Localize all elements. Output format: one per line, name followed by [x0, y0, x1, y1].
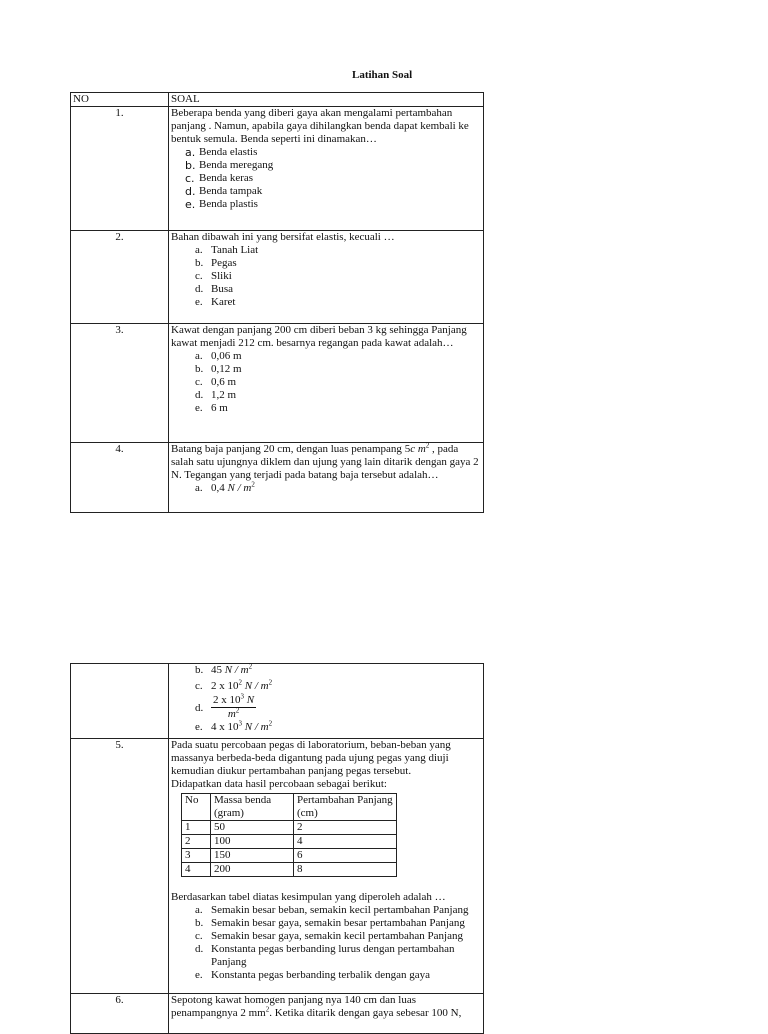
- option-item: e. Benda plastis: [185, 198, 258, 211]
- data-table: [181, 793, 397, 877]
- option-item: b. 45 N / $m^2$: [195, 662, 253, 676]
- option-item: b. Benda meregang: [185, 159, 274, 172]
- option-item: a. 0,4 N / $m^2$: [195, 480, 255, 494]
- question-number: 1.: [71, 107, 169, 231]
- questions-table: [70, 92, 484, 513]
- table-row: 4 200 8: [182, 863, 397, 877]
- options-list: [171, 146, 481, 211]
- question-row-1: [71, 107, 484, 231]
- question-number: 2.: [71, 231, 169, 324]
- options-list: [171, 904, 481, 982]
- question-row-2: [71, 231, 484, 324]
- fraction: $\frac{2 x 10^3 N}{m^2}$: [213, 692, 255, 720]
- option-item: c. Sliki: [195, 270, 232, 282]
- question-text: Batang baja panjang 20 cm, dengan luas penampang 5c $m^2$ , pada salah satu ujungnya diklem dan ujung yang lain ditarik dengan gaya 2 N. Tegangan yang terjadi pada batang baja tersebut adalah…: [171, 441, 479, 481]
- options-list: [171, 482, 481, 495]
- option-item: a. Semakin besar beban, semakin kecil pertambahan Panjang: [195, 904, 469, 916]
- option-item: e. 4 x $10^3$ N / $m^2$: [195, 719, 273, 733]
- question-number: 3.: [71, 324, 169, 443]
- option-item: d. 1,2 m: [195, 389, 237, 401]
- option-item: d. Benda tampak: [185, 185, 263, 198]
- option-item: e. Karet: [195, 296, 236, 308]
- table-row: 2 100 4: [182, 835, 397, 849]
- option-item: d. $\frac{2 x 10^3 N}{m^2}$: [195, 692, 255, 720]
- option-item: a. Benda elastis: [185, 146, 258, 159]
- option-item: c. 2 x $10^2$ N / $m^2$: [195, 678, 273, 692]
- option-item: b. Semakin besar gaya, semakin besar pertambahan Panjang: [195, 917, 465, 929]
- question-prompt: Berdasarkan tabel diatas kesimpulan yang diperoleh adalah …: [171, 891, 446, 903]
- option-item: c. Benda keras: [185, 172, 254, 185]
- option-item: d. Konstanta pegas berbanding lurus dengan pertambahan Panjang: [195, 943, 455, 968]
- questions-table-continued: [70, 663, 484, 1034]
- question-text: Bahan dibawah ini yang bersifat elastis, kecuali …: [171, 231, 395, 243]
- options-list: [171, 244, 481, 309]
- table-row: 1 50 2: [182, 821, 397, 835]
- options-list: [171, 664, 481, 734]
- question-text: Pada suatu percobaan pegas di laboratorium, beban-beban yang massanya berbeda-beda digantung pada ujung pegas yang diuji kemudian diukur pertambahan panjang pegas tersebut.: [171, 739, 451, 777]
- column-header: Massa benda (gram): [211, 794, 294, 821]
- column-header: Pertambahan Panjang (cm): [294, 794, 397, 821]
- question-row-4: [71, 443, 484, 513]
- question-number: 4.: [71, 443, 169, 513]
- page-title: Latihan Soal: [352, 69, 413, 81]
- option-item: e. 6 m: [195, 402, 228, 414]
- question-row-3: [71, 324, 484, 443]
- question-row-6: [71, 994, 484, 1034]
- question-text-2: Didapatkan data hasil percobaan sebagai berikut:: [171, 778, 387, 790]
- question-text: Beberapa benda yang diberi gaya akan mengalami pertambahan panjang . Namun, apabila gaya dihilangkan benda dapat kembali ke bentuk semula. Benda seperti ini dinamakan…: [171, 107, 469, 145]
- column-header: No: [182, 794, 211, 821]
- header-soal: SOAL: [169, 93, 484, 107]
- option-item: a. 0,06 m: [195, 350, 242, 362]
- options-list: [171, 350, 481, 415]
- option-item: a. Tanah Liat: [195, 244, 259, 256]
- option-item: e. Konstanta pegas berbanding terbalik dengan gaya: [195, 969, 431, 981]
- option-item: b. Pegas: [195, 257, 237, 269]
- header-no: NO: [71, 93, 169, 107]
- option-item: c. 0,6 m: [195, 376, 237, 388]
- question-text: Kawat dengan panjang 200 cm diberi beban 3 kg sehingga Panjang kawat menjadi 212 cm. besarnya regangan pada kawat adalah…: [171, 324, 467, 349]
- question-row-4-continued: [71, 664, 484, 739]
- option-item: c. Semakin besar gaya, semakin kecil pertambahan Panjang: [195, 930, 463, 942]
- data-table-header: [182, 794, 397, 821]
- question-row-5: [71, 739, 484, 994]
- option-item: d. Busa: [195, 283, 233, 295]
- option-item: b. 0,12 m: [195, 363, 242, 375]
- question-text: Sepotong kawat homogen panjang nya 140 cm dan luas penampangnya 2 $mm^2$. Ketika ditarik dengan gaya sebesar 100 N,: [171, 994, 462, 1019]
- question-number: 5.: [71, 739, 169, 994]
- table-row: 3 150 6: [182, 849, 397, 863]
- question-number: 6.: [71, 994, 169, 1034]
